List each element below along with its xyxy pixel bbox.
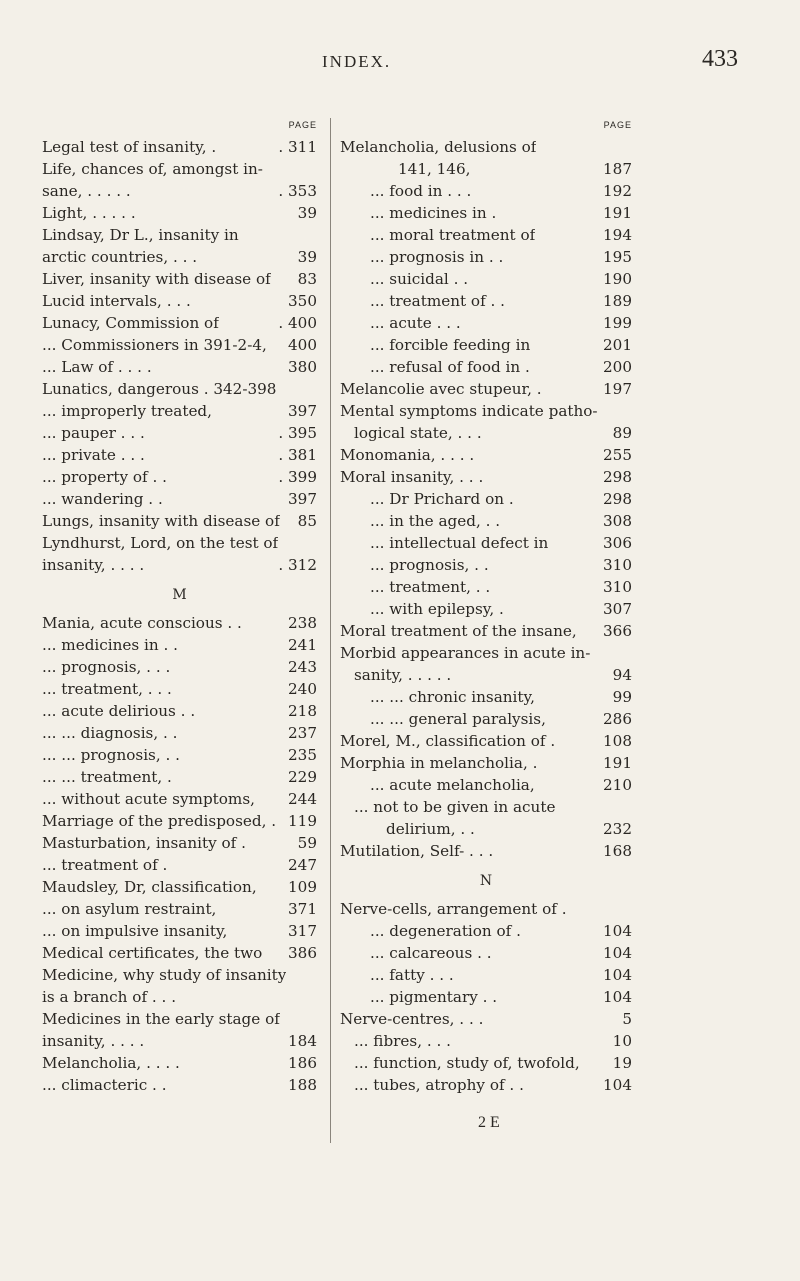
entry-page: 243 <box>288 658 317 676</box>
signature-mark: 2 E <box>478 1114 500 1131</box>
entry-text: Melancholia, delusions of <box>340 138 537 156</box>
entry-page: 400 <box>288 336 317 354</box>
index-entry <box>340 290 632 312</box>
index-entry <box>340 686 632 708</box>
entry-text: Moral insanity, . . . <box>340 468 484 486</box>
entry-text: ... calcareous . . <box>370 944 492 962</box>
entry-text: ... property of . . <box>42 468 167 486</box>
entry-text: Mutilation, Self- . . . <box>340 842 494 860</box>
entry-text: Medicine, why study of insanity <box>42 966 287 984</box>
index-column-left <box>42 120 317 1096</box>
index-entry <box>42 422 317 444</box>
entry-text: ... on impulsive insanity, <box>42 922 228 940</box>
entry-page: 10 <box>612 1032 632 1050</box>
entry-text: ... ... chronic insanity, <box>370 688 535 706</box>
entry-text: sane, . . . . . <box>42 182 131 200</box>
entry-text: ... medicines in . <box>370 204 497 222</box>
index-entry <box>42 612 317 634</box>
index-entry <box>42 400 317 422</box>
index-entry <box>42 378 317 400</box>
left-entries <box>42 136 317 1096</box>
index-entry <box>340 510 632 532</box>
entry-text: Mania, acute conscious . . <box>42 614 242 632</box>
entry-text: Lungs, insanity with disease of <box>42 512 280 530</box>
entry-text: ... refusal of food in . <box>370 358 530 376</box>
entry-text: Masturbation, insanity of . <box>42 834 246 852</box>
entry-page: 310 <box>603 578 632 596</box>
section-letter: N <box>479 873 493 889</box>
entry-page: 195 <box>603 248 632 266</box>
entry-text: Life, chances of, amongst in- <box>42 160 263 178</box>
index-entry <box>340 488 632 510</box>
index-entry <box>42 942 317 964</box>
entry-page: 5 <box>622 1010 632 1028</box>
entry-page: 19 <box>612 1054 632 1072</box>
entry-text: ... private . . . <box>42 446 145 464</box>
entry-text: ... ... diagnosis, . . <box>42 724 178 742</box>
entry-page: 286 <box>603 710 632 728</box>
entry-page: 109 <box>288 878 317 896</box>
entry-page: 39 <box>297 248 317 266</box>
entry-page: 255 <box>603 446 632 464</box>
entry-text: ... forcible feeding in <box>370 336 531 354</box>
entry-page: 194 <box>603 226 632 244</box>
index-entry <box>340 1052 632 1074</box>
index-entry <box>42 656 317 678</box>
entry-text: Maudsley, Dr, classification, <box>42 878 257 896</box>
entry-page: 237 <box>288 724 317 742</box>
index-entry <box>42 290 317 312</box>
entry-page: 229 <box>288 768 317 786</box>
entry-text: ... prognosis in . . <box>370 248 504 266</box>
index-entry <box>340 422 632 444</box>
entry-page: 238 <box>288 614 317 632</box>
entry-text: Monomania, . . . . <box>340 446 475 464</box>
index-entry <box>340 334 632 356</box>
index-entry <box>340 312 632 334</box>
entry-text: ... fatty . . . <box>370 966 454 984</box>
index-entry <box>340 664 632 686</box>
index-entry <box>42 744 317 766</box>
index-entry <box>340 796 632 818</box>
index-entry <box>340 920 632 942</box>
entry-page: 306 <box>603 534 632 552</box>
index-entry <box>42 180 317 202</box>
entry-page: 218 <box>288 702 317 720</box>
index-entry <box>42 964 317 986</box>
entry-page: 59 <box>297 834 317 852</box>
entry-text: ... ... prognosis, . . <box>42 746 180 764</box>
entry-text: logical state, . . . <box>354 424 482 442</box>
entry-page: 298 <box>603 490 632 508</box>
index-entry <box>42 1030 317 1052</box>
index-column-right <box>340 120 632 1096</box>
running-title: INDEX. <box>322 52 392 71</box>
index-entry <box>42 1052 317 1074</box>
index-entry <box>42 854 317 876</box>
entry-page: 108 <box>603 732 632 750</box>
column-divider <box>330 118 331 1143</box>
index-entry <box>42 678 317 700</box>
entry-text: ... acute melancholia, <box>370 776 535 794</box>
page-column-label: PAGE <box>288 120 317 130</box>
entry-text: ... food in . . . <box>370 182 472 200</box>
index-entry <box>340 532 632 554</box>
index-entry <box>42 832 317 854</box>
entry-page: 99 <box>612 688 632 706</box>
entry-text: ... acute delirious . . <box>42 702 196 720</box>
section-letter: M <box>172 587 187 603</box>
index-entry <box>340 1008 632 1030</box>
entry-page: . 400 <box>278 314 317 332</box>
entry-text: ... tubes, atrophy of . . <box>354 1076 524 1094</box>
entry-text: ... Commissioners in 391-2-4, <box>42 336 267 354</box>
index-entry <box>42 510 317 532</box>
entry-page: 350 <box>288 292 317 310</box>
entry-text: Liver, insanity with disease of <box>42 270 271 288</box>
entry-text: ... degeneration of . <box>370 922 521 940</box>
index-entry <box>340 1030 632 1052</box>
index-entry <box>42 488 317 510</box>
entry-page: . 312 <box>278 556 317 574</box>
entry-page: 317 <box>288 922 317 940</box>
index-entry <box>42 898 317 920</box>
index-entry <box>42 356 317 378</box>
entry-page: 308 <box>603 512 632 530</box>
index-entry <box>340 708 632 730</box>
entry-page: 184 <box>288 1032 317 1050</box>
entry-text: Morbid appearances in acute in- <box>340 644 591 662</box>
index-entry <box>42 246 317 268</box>
entry-text: ... prognosis, . . . <box>42 658 171 676</box>
page-number: 433 <box>702 46 738 72</box>
entry-text: ... in the aged, . . <box>370 512 501 530</box>
entry-page: 94 <box>612 666 632 684</box>
index-entry <box>340 730 632 752</box>
page-header <box>0 46 800 82</box>
entry-page: 85 <box>297 512 317 530</box>
entry-text: is a branch of . . . <box>42 988 177 1006</box>
index-entry <box>42 920 317 942</box>
entry-text: ... suicidal . . <box>370 270 469 288</box>
entry-page: 199 <box>603 314 632 332</box>
index-entry <box>42 876 317 898</box>
entry-text: Nerve-cells, arrangement of . <box>340 900 567 918</box>
index-entry <box>42 722 317 744</box>
index-entry <box>42 202 317 224</box>
entry-text: Lunacy, Commission of <box>42 314 219 332</box>
entry-page: 104 <box>603 922 632 940</box>
index-entry <box>42 158 317 180</box>
entry-page: 190 <box>603 270 632 288</box>
entry-text: Nerve-centres, . . . <box>340 1010 484 1028</box>
entry-page: 310 <box>603 556 632 574</box>
entry-page: 232 <box>603 820 632 838</box>
entry-text: insanity, . . . . <box>42 556 145 574</box>
page-column-label: PAGE <box>603 120 632 130</box>
entry-text: ... ... general paralysis, <box>370 710 546 728</box>
entry-page: 201 <box>603 336 632 354</box>
entry-page: 191 <box>603 754 632 772</box>
entry-text: delirium, . . <box>386 820 475 838</box>
entry-text: Lucid intervals, . . . <box>42 292 191 310</box>
index-entry <box>42 268 317 290</box>
index-entry <box>340 774 632 796</box>
entry-page: 188 <box>288 1076 317 1094</box>
index-entry <box>42 810 317 832</box>
entry-text: ... medicines in . . <box>42 636 178 654</box>
entry-page: 197 <box>603 380 632 398</box>
entry-page: . 353 <box>278 182 317 200</box>
index-entry <box>340 598 632 620</box>
index-entry <box>340 202 632 224</box>
entry-text: ... treatment of . <box>42 856 168 874</box>
entry-page: 307 <box>603 600 632 618</box>
entry-text: ... ... treatment, . <box>42 768 172 786</box>
entry-text: ... Law of . . . . <box>42 358 152 376</box>
entry-page: 397 <box>288 402 317 420</box>
index-entry <box>340 752 632 774</box>
index-entry <box>340 898 632 920</box>
index-entry <box>340 224 632 246</box>
entry-text: Mental symptoms indicate patho- <box>340 402 598 420</box>
entry-text: insanity, . . . . <box>42 1032 145 1050</box>
entry-page: . 311 <box>278 138 317 156</box>
index-entry <box>42 788 317 810</box>
entry-text: Marriage of the predisposed, . <box>42 812 277 830</box>
index-entry <box>42 532 317 554</box>
entry-text: ... treatment, . . <box>370 578 491 596</box>
index-entry <box>42 334 317 356</box>
entry-text: ... Dr Prichard on . <box>370 490 514 508</box>
entry-text: ... on asylum restraint, <box>42 900 217 918</box>
entry-page: 104 <box>603 966 632 984</box>
entry-text: ... moral treatment of <box>370 226 536 244</box>
index-entry <box>340 576 632 598</box>
entry-page: 380 <box>288 358 317 376</box>
entry-page: 39 <box>297 204 317 222</box>
index-entry <box>340 356 632 378</box>
entry-text: ... wandering . . <box>42 490 163 508</box>
entry-page: 83 <box>297 270 317 288</box>
index-entry <box>42 700 317 722</box>
entry-text: ... climacteric . . <box>42 1076 167 1094</box>
index-entry <box>340 840 632 862</box>
entry-text: Morel, M., classification of . <box>340 732 556 750</box>
entry-text: Lindsay, Dr L., insanity in <box>42 226 239 244</box>
entry-text: ... prognosis, . . <box>370 556 489 574</box>
entry-page: 371 <box>288 900 317 918</box>
entry-page: 187 <box>603 160 632 178</box>
index-entry <box>340 378 632 400</box>
index-entry <box>340 554 632 576</box>
entry-page: 186 <box>288 1054 317 1072</box>
entry-text: 141, 146, <box>398 160 471 178</box>
entry-page: 89 <box>612 424 632 442</box>
index-entry <box>42 224 317 246</box>
index-entry <box>340 964 632 986</box>
entry-text: ... fibres, . . . <box>354 1032 451 1050</box>
entry-text: ... pauper . . . <box>42 424 145 442</box>
entry-page: 366 <box>603 622 632 640</box>
index-entry <box>340 444 632 466</box>
entry-text: Medicines in the early stage of <box>42 1010 280 1028</box>
entry-text: Melancolie avec stupeur, . <box>340 380 542 398</box>
index-entry <box>42 766 317 788</box>
entry-page: 241 <box>288 636 317 654</box>
entry-page: 210 <box>603 776 632 794</box>
entry-page: . 399 <box>278 468 317 486</box>
index-entry <box>340 818 632 840</box>
entry-text: ... acute . . . <box>370 314 461 332</box>
entry-text: Morphia in melancholia, . <box>340 754 538 772</box>
index-entry <box>42 466 317 488</box>
index-entry <box>42 1074 317 1096</box>
index-entry <box>340 400 632 422</box>
index-entry <box>340 986 632 1008</box>
entry-text: ... function, study of, twofold, <box>354 1054 580 1072</box>
entry-text: Legal test of insanity, . <box>42 138 217 156</box>
index-entry <box>340 942 632 964</box>
entry-text: Lunatics, dangerous . 342-398 <box>42 380 277 398</box>
entry-text: sanity, . . . . . <box>354 666 452 684</box>
index-entry <box>42 136 317 158</box>
entry-page: 191 <box>603 204 632 222</box>
entry-page: 104 <box>603 1076 632 1094</box>
index-entry <box>340 620 632 642</box>
index-entry <box>340 136 632 158</box>
entry-page: 200 <box>603 358 632 376</box>
entry-text: Moral treatment of the insane, <box>340 622 577 640</box>
entry-page: 168 <box>603 842 632 860</box>
entry-text: arctic countries, . . . <box>42 248 198 266</box>
entry-text: ... intellectual defect in <box>370 534 549 552</box>
entry-text: Light, . . . . . <box>42 204 136 222</box>
entry-page: 104 <box>603 944 632 962</box>
entry-text: ... pigmentary . . <box>370 988 498 1006</box>
entry-page: 244 <box>288 790 317 808</box>
entry-page: 192 <box>603 182 632 200</box>
entry-page: 104 <box>603 988 632 1006</box>
index-entry <box>340 642 632 664</box>
entry-page: 298 <box>603 468 632 486</box>
index-entry <box>340 466 632 488</box>
entry-text: ... not to be given in acute <box>354 798 556 816</box>
entry-page: 235 <box>288 746 317 764</box>
entry-text: ... improperly treated, <box>42 402 212 420</box>
entry-page: 247 <box>288 856 317 874</box>
entry-text: ... with epilepsy, . <box>370 600 504 618</box>
entry-text: Medical certificates, the two <box>42 944 263 962</box>
entry-text: ... treatment, . . . <box>42 680 172 698</box>
entry-page: 397 <box>288 490 317 508</box>
index-entry <box>42 986 317 1008</box>
entry-text: Lyndhurst, Lord, on the test of <box>42 534 279 552</box>
entry-text: Melancholia, . . . . <box>42 1054 180 1072</box>
right-entries <box>340 136 632 1096</box>
index-entry <box>42 554 317 576</box>
entry-page: 189 <box>603 292 632 310</box>
index-entry <box>42 444 317 466</box>
index-entry <box>340 180 632 202</box>
index-entry <box>340 268 632 290</box>
index-entry <box>340 246 632 268</box>
entry-page: . 395 <box>278 424 317 442</box>
entry-page: 386 <box>288 944 317 962</box>
entry-page: . 381 <box>278 446 317 464</box>
index-entry <box>42 312 317 334</box>
index-entry <box>340 1074 632 1096</box>
index-entry <box>42 1008 317 1030</box>
index-entry <box>42 634 317 656</box>
entry-page: 119 <box>288 812 317 830</box>
entry-text: ... treatment of . . <box>370 292 505 310</box>
index-entry <box>340 158 632 180</box>
entry-text: ... without acute symptoms, <box>42 790 255 808</box>
entry-page: 240 <box>288 680 317 698</box>
